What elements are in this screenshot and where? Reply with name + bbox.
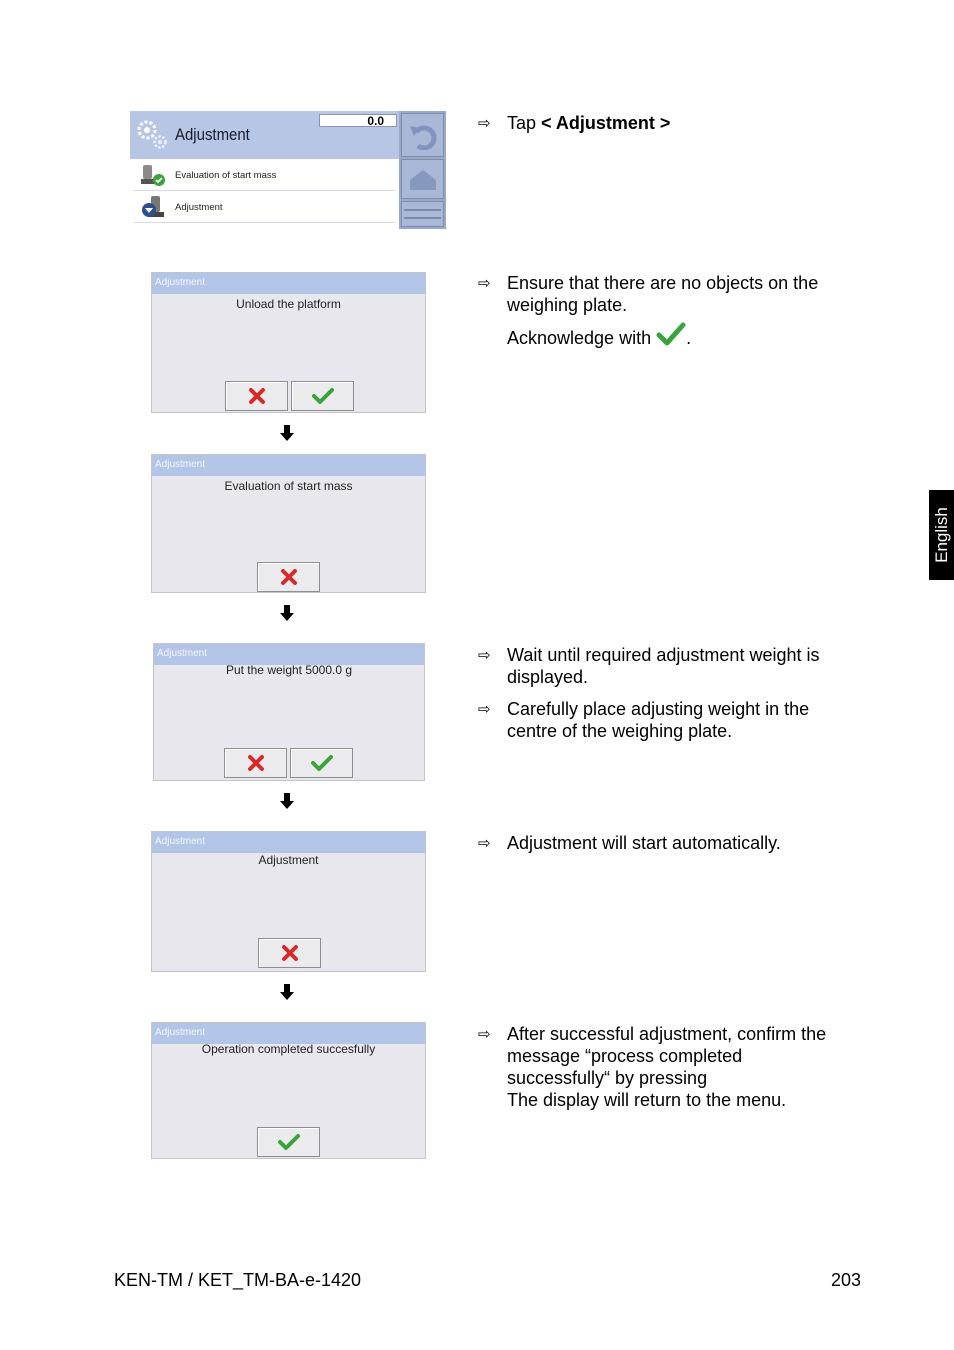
dialog-evaluation-start-mass [151, 454, 426, 593]
cross-icon [247, 754, 265, 772]
dialog-message: Evaluation of start mass [224, 479, 353, 493]
footer-doc-id: KEN-TM / KET_TM-BA-e-1420 [114, 1270, 362, 1290]
down-arrow-icon [280, 605, 294, 621]
dialog-put-weight [153, 643, 425, 781]
instruction-text: Tap [507, 113, 537, 133]
weight-display: 0.0 [319, 114, 397, 127]
menu-item-adjustment[interactable] [134, 192, 396, 223]
cross-icon [280, 568, 298, 586]
language-tab [929, 490, 954, 580]
dialog-title-bar [152, 455, 425, 476]
dialog-adjustment-running [151, 831, 426, 972]
menu-item-label: Adjustment [175, 202, 223, 213]
gears-icon [135, 118, 169, 152]
down-arrow-icon [280, 425, 294, 441]
cancel-button[interactable] [225, 381, 288, 411]
dialog-title-bar [152, 832, 425, 853]
dialog-title-bar [152, 1023, 425, 1044]
hollow-arrow-icon: ⇨ [478, 114, 491, 132]
dialog-title: Adjustment [155, 277, 206, 288]
menu-item-evaluation-start-mass[interactable] [134, 160, 396, 191]
confirm-button[interactable] [257, 1127, 320, 1157]
dialog-title-bar [154, 644, 424, 665]
instruction-auto-start [478, 832, 847, 854]
instruction-place-weight [478, 698, 847, 742]
hollow-arrow-icon: ⇨ [478, 274, 491, 292]
menu-title: Adjustment [175, 125, 250, 144]
dialog-message: Operation completed succesfully [201, 1042, 376, 1056]
scroll-button[interactable] [401, 201, 444, 227]
instruction-text: Wait until required adjustment weight is displayed. [507, 645, 820, 687]
instruction-text: Carefully place adjusting weight in the centre of the weighing plate. [507, 699, 810, 741]
dialog-message: Adjustment [258, 853, 319, 867]
instruction-ensure-empty [478, 272, 847, 349]
instruction-confirm-complete [478, 1023, 827, 1111]
dialog-message: Put the weight 5000.0 g [225, 663, 353, 677]
cross-icon [281, 944, 299, 962]
dialog-message: Unload the platform [236, 297, 341, 311]
weight-adjust-icon [139, 195, 167, 221]
undo-arrow-icon [408, 122, 438, 150]
check-icon [312, 387, 334, 405]
instruction-tap-adjustment [478, 112, 847, 134]
dialog-title-bar [152, 273, 425, 294]
menu-header [130, 111, 399, 159]
cancel-button[interactable] [258, 938, 321, 968]
instruction-text: The display will return to the menu. [507, 1090, 787, 1110]
cancel-button[interactable] [224, 748, 287, 778]
instruction-text: After successful adjustment, confirm the message “process completed successfully“ by pressing [507, 1024, 827, 1088]
confirm-button[interactable] [290, 748, 353, 778]
back-button[interactable] [401, 113, 444, 157]
menu-side-panel [399, 111, 446, 229]
instruction-text: Ensure that there are no objects on the weighing plate. [507, 273, 819, 315]
check-icon [311, 754, 333, 772]
hollow-arrow-icon: ⇨ [478, 1025, 491, 1043]
instruction-text: Adjustment will start automatically. [507, 833, 781, 853]
instruction-text: Acknowledge with [507, 328, 652, 348]
cross-icon [248, 387, 266, 405]
home-icon [408, 168, 438, 192]
divider-line [404, 209, 441, 211]
instruction-text: . [686, 328, 692, 348]
down-arrow-icon [280, 793, 294, 809]
cancel-button[interactable] [257, 562, 320, 592]
divider-line [404, 217, 441, 219]
dialog-title: Adjustment [155, 459, 206, 470]
menu-item-label: Evaluation of start mass [175, 170, 277, 181]
dialog-title: Adjustment [157, 648, 208, 659]
instruction-key: < Adjustment > [541, 113, 671, 133]
confirm-button[interactable] [291, 381, 354, 411]
footer-page-number: 203 [831, 1270, 862, 1290]
dialog-unload-platform [151, 272, 426, 413]
hollow-arrow-icon: ⇨ [478, 834, 491, 852]
dialog-operation-completed [151, 1022, 426, 1159]
hollow-arrow-icon: ⇨ [478, 700, 491, 718]
dialog-title: Adjustment [155, 1027, 206, 1038]
check-icon [656, 322, 686, 348]
instruction-wait-weight [478, 644, 847, 688]
home-button[interactable] [401, 159, 444, 199]
language-label: English [931, 507, 951, 563]
weight-check-icon [139, 163, 167, 187]
down-arrow-icon [280, 984, 294, 1000]
adjustment-menu-screenshot [130, 111, 446, 229]
dialog-title: Adjustment [155, 836, 206, 847]
hollow-arrow-icon: ⇨ [478, 646, 491, 664]
check-icon [278, 1133, 300, 1151]
